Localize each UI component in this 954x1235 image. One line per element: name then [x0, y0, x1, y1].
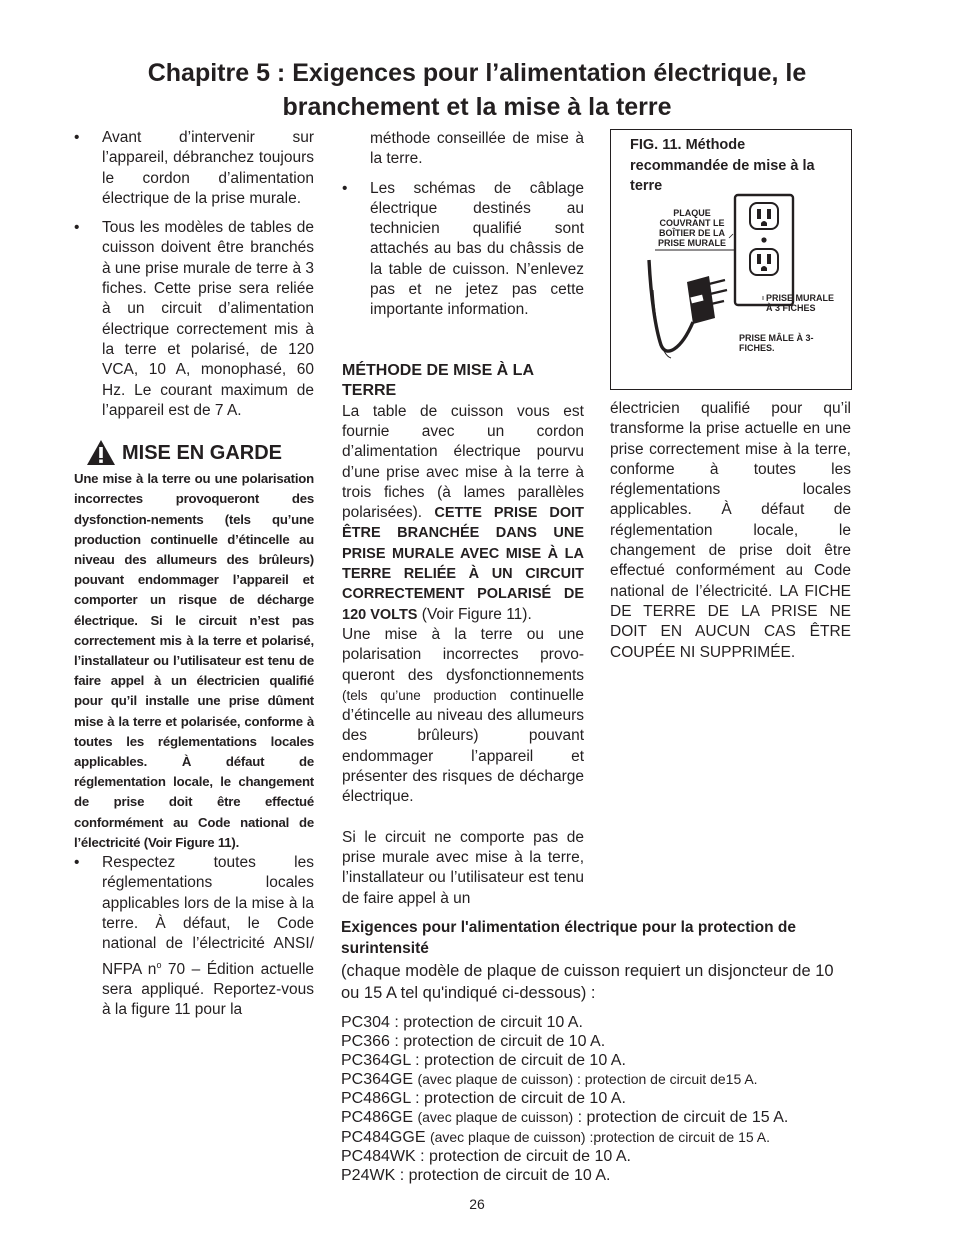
bullet-dot: •	[74, 219, 80, 237]
power-cord	[649, 260, 693, 351]
overcurrent-requirements	[341, 918, 851, 1185]
column-right-text: électricien qualifié pour qu’il transforme la prise actuelle en une prise correctement mise à la terre, conforme à toutes les réglementations locales applicables. À défaut de réglementation locale, le changement de prise doit être effectué conformément au Code national de l’électricité. LA FICHE DE TERRE DE LA PRISE NE DOIT EN AUCUN CAS ÊTRE COUPÉE NI SUPPRIMÉE.	[610, 400, 851, 661]
requirements-title: Exigences pour l'alimentation électrique pour la protection de surintensité	[341, 919, 796, 957]
bullet-outlet-requirement	[74, 218, 314, 421]
warning-body: Une mise à la terre ou une polarisation incorrectes provoqueront des dysfonction-nements (tels qu’une production continuelle d’étincelle au niveau des allumeurs des brûleurs) pouvant endommager l’appareil et comporter un risque de décharge électrique. Si le circuit n’est pas correctement mis à la terre et polarisé, l’installateur ou l’utilisateur est tenu de faire appel à un électricien qualifié pour qu’il installe une prise dûment mise à la terre et polarisée, conforme à toutes les réglementations locales applicables. À défaut de réglementation locale, le changement de prise doit être effectué conformément au Code national de l’électricité (Voir Figure 11).	[74, 471, 314, 850]
bullet-outlet-requirement-text: Tous les modèles de tables de cuisson doivent être branchés à une prise murale de terre à 3 fiches. Cette prise sera reliée à un circuit d’alimentation électrique correctement mis à la terre et polarisé, de 120 VCA, 10 A, monophasé, 60 Hz. Le courant maximum de l’appareil est de 7 A.	[102, 219, 314, 419]
label-plug: PRISE MÂLE À 3-FICHES.	[739, 333, 814, 353]
figure-caption: FIG. 11. Méthode recommandée de mise à la terre	[630, 137, 815, 194]
model-item-text: PC364GL : protection de circuit de 10 A.	[341, 1052, 626, 1070]
bullet-dot: •	[74, 854, 80, 872]
continued-text: méthode conseillée de mise à la terre.	[370, 130, 584, 168]
model-item-text: PC304 : protection de circuit 10 A.	[341, 1014, 583, 1031]
bullet-dot: •	[342, 179, 348, 197]
warning-triangle-icon	[86, 439, 116, 466]
model-item-text: PC486GL : protection de circuit de 10 A.	[341, 1090, 626, 1108]
grounding-p2-text-a: Une mise à la terre ou une polarisation incorrectes provo-queront des dysfonctionnements	[342, 625, 584, 684]
model-item-subtext: (avec plaque de cuisson) :protection de circuit de 15 A.	[429, 1128, 771, 1145]
bullet-wiring-diagrams-text: Les schémas de câblage électrique destinés au technicien qualifié sont attachés au bas du châssis de la table de cuisson. N’enlevez pas et ne jetez pas cette importante information.	[370, 179, 584, 319]
page-number: 26	[469, 1196, 485, 1212]
model-item-text: PC486GE	[341, 1109, 418, 1127]
chapter-title	[60, 56, 894, 124]
column-left	[74, 128, 314, 1021]
plate-screw	[761, 237, 766, 242]
model-item-tail: : protection de circuit de 15 A.	[573, 1109, 789, 1127]
model-item-text: PC484GGE	[341, 1128, 430, 1146]
superscript-o: o	[156, 959, 162, 970]
column-middle	[342, 129, 584, 909]
model-list	[341, 1013, 851, 1185]
warning-title: MISE EN GARDE	[122, 441, 283, 464]
outlet-bottom	[750, 249, 778, 275]
grounding-method-paragraph-3: Si le circuit ne comporte pas de prise murale avec mise à la terre, l’installateur ou l’utilisateur est tenu de faire appel à un	[342, 828, 584, 907]
bullet-local-regulations-text-b: 70 – Édition actuelle sera appliqué. Reportez-vous à la figure 11 pour la	[102, 960, 315, 1019]
grounding-method-paragraph-1	[342, 402, 584, 625]
chapter-title-line-2: branchement et la mise à la terre	[282, 93, 672, 121]
warning-heading	[86, 439, 314, 466]
label-wall-plate: PLAQUE COUVRANT LE BOÎTIER DE LA PRISE MURALE	[657, 208, 726, 248]
model-item	[341, 1013, 851, 1032]
chapter-title-line-1: Chapitre 5 : Exigences pour l’alimentation électrique, le	[147, 59, 807, 87]
model-item	[341, 1070, 851, 1089]
model-item-subtext: (avec plaque de cuisson) : protection de circuit de15 A.	[417, 1071, 758, 1088]
model-item-subtext: (avec plaque de cuisson)	[417, 1109, 574, 1126]
model-item-text: PC364GE	[341, 1071, 418, 1089]
model-item	[341, 1108, 851, 1127]
grounding-p2-text-b: continuelle d’étincelle au niveau des allumeurs des brûleurs) pouvant endommager l’appareil et présenter des risques de décharge électrique.	[342, 686, 585, 806]
bullet-unplug	[74, 128, 314, 209]
grounding-p1-bold: CETTE PRISE DOIT ÊTRE BRANCHÉE DANS UNE PRISE MURALE AVEC MISE À LA TERRE RELIÉE À UN CIRCUIT CORRECTEMENT POLARISÉ DE 120 VOLTS	[342, 505, 584, 623]
figure-11	[610, 129, 852, 390]
bullet-unplug-text: Avant d’intervenir sur l’appareil, débranchez toujours le cordon d’alimentation électrique de la prise murale.	[102, 129, 314, 207]
grounding-p1-text-a: La table de cuisson vous est fournie avec un cordon d’alimentation électrique pourvu d’une prise avec mise à la terre à trois fiches (à lames parallèles polarisées).	[342, 402, 584, 522]
bullet-local-regulations	[74, 853, 314, 1021]
model-item	[341, 1051, 851, 1070]
grounding-p1-text-b: (Voir Figure 11).	[417, 605, 532, 623]
grounding-p2-small: (tels qu’une production	[342, 687, 497, 703]
model-item	[341, 1032, 851, 1051]
model-item-text: PC484WK : protection de circuit de 10 A.	[341, 1147, 631, 1165]
label-wall-outlet: PRISE MURALE À 3 FICHES	[766, 293, 835, 313]
bullet-dot: •	[74, 129, 80, 146]
grounding-method-heading: MÉTHODE DE MISE À LA TERRE	[342, 361, 534, 400]
model-item-text: PC366 : protection de circuit de 10 A.	[341, 1033, 606, 1051]
model-item	[341, 1166, 851, 1185]
bullet-wiring-diagrams	[342, 179, 584, 321]
model-item	[341, 1128, 851, 1147]
requirements-intro: (chaque modèle de plaque de cuisson requiert un disjoncteur de 10 ou 15 A tel qu'indiqué ci-dessous) :	[341, 962, 834, 1002]
model-item	[341, 1089, 851, 1108]
model-item-text: P24WK : protection de circuit de 10 A.	[341, 1166, 611, 1184]
bullet-local-regulations-text-a: Respectez toutes les réglementations locales applicables lors de la mise à la terre. À défaut, le Code national de l’électricité ANSI/ NFPA n	[102, 854, 314, 978]
grounding-method-paragraph-2	[342, 625, 584, 808]
model-item	[341, 1147, 851, 1166]
